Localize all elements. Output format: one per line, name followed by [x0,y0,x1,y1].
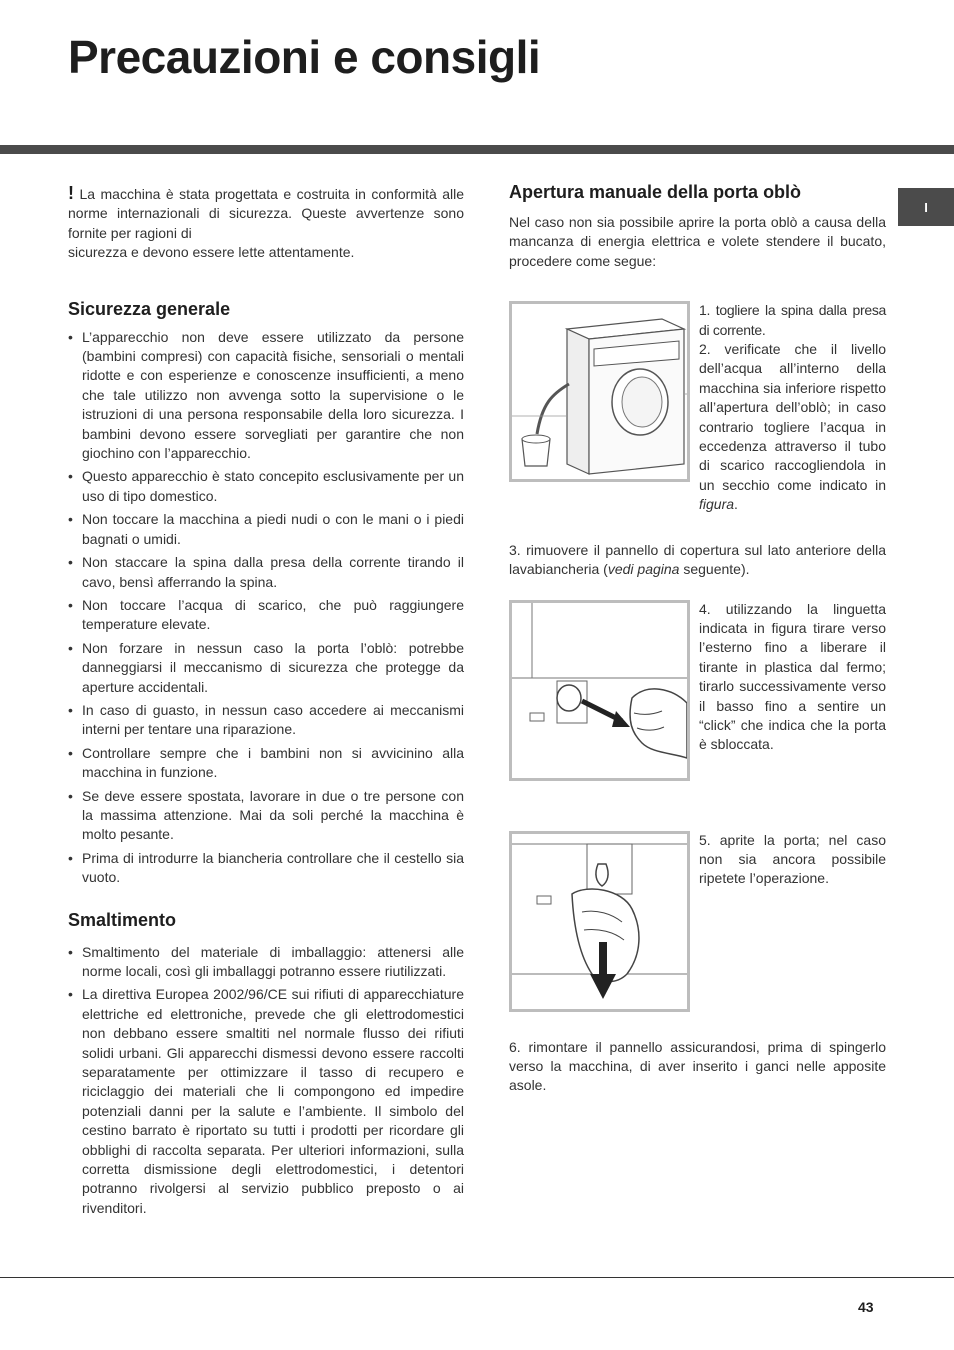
list-item: • La direttiva Europea 2002/96/CE sui rifiuti di apparecchiature elettriche ed elettroniche, prevede che gli elettrodomestici non debbano essere smaltiti nel normale flusso dei rifiuti solidi urbani. Gli apparecchi dismessi devono essere raccolti separatamente per ottimizzare il tasso di recupero e riciclaggio dei materiali che li compongono ed impedire potenziali danni per la salute e l’ambiente. Il simbolo del cestino barrato è riportato su tutti i prodotti per ricordare gli obblighi di raccolta separata. Per ulteriori informazioni, sulla corretta dismissione degli elettrodomestici, i detentori potranno rivolgersi al servizio pubblico preposto o ai rivenditori. [68,985,464,1218]
list-item: • Non toccare la macchina a piedi nudi o con le mani o i piedi bagnati o umidi. [68,510,464,549]
washing-machine-icon [512,304,687,479]
footer-divider [0,1277,954,1278]
list-item: • L’apparecchio non deve essere utilizzato da persone (bambini compresi) con capacità fisiche, sensoriali o mentali ridotte e con esperienze e conoscenze insufficienti, a meno che tale utilizzo non avvenga sotto la supervisione o le istruzioni di una persona responsabile della loro sicurezza. I bambini devono essere sorvegliati per garantire che non giochino con l’apparecchio. [68,328,464,464]
list-item: • Smaltimento del materiale di imballaggio: attenersi alle norme locali, così gli imballaggi potranno essere riutilizzati. [68,943,464,982]
step-5: 5. aprite la porta; nel caso non sia ancora possibile ripetete l’operazione. [699,831,886,887]
step-text-1-2 [699,301,886,514]
open-door-figure [509,831,690,1012]
list-item: • Non toccare l’acqua di scarico, che può raggiungere temperature elevate. [68,596,464,635]
language-tab: I [898,188,954,226]
list-item: • Controllare sempre che i bambini non si avvicinino alla macchina in funzione. [68,744,464,783]
heading-apertura: Apertura manuale della porta oblò [509,182,802,202]
heading-sicurezza: Sicurezza generale [68,298,231,319]
heading-smaltimento: Smaltimento [68,909,177,930]
step-4: 4. utilizzando la linguetta indicata in figura tirare verso l’esterno fino a liberare il tirante in plastica dal fermo; tirarlo successivamente verso il basso fino a sentire un “click” che indica che la porta è sbloccata. [699,600,886,753]
pull-tab-icon [512,603,687,778]
pull-tab-figure [509,600,690,781]
sicurezza-list [68,328,464,888]
list-item: • Prima di introdurre la biancheria controllare che il cestello sia vuoto. [68,849,464,888]
step-1: 1. togliere la spina dalla presa di corrente. [699,302,886,338]
step-2-end: . [734,496,738,513]
step-row-4 [509,600,886,781]
step-3-emphasis: vedi pagina [607,561,680,578]
step-row-1 [509,301,886,514]
step-2 [699,340,886,515]
step-3 [509,541,886,580]
left-column [68,184,464,1222]
page-title: Precauzioni e consigli [68,31,541,83]
step-3-text: 3. rimuovere il pannello di copertura sul lato anteriore della lavabiancheria ( [509,541,886,578]
warning-icon: ! [68,183,74,203]
step-text-5 [699,831,886,889]
list-item: • Questo apparecchio è stato concepito esclusivamente per un uso di tipo domestico. [68,467,464,506]
list-item: • Se deve essere spostata, lavorare in due o tre persone con la massima attenzione. Mai da soli perché la macchina è molto pesante. [68,787,464,845]
washing-machine-drain-figure [509,301,690,482]
intro-text-2: sicurezza e devono essere lette attentamente. [68,244,355,261]
step-3-end: seguente). [679,561,750,578]
step-2-emphasis: figura [699,496,735,513]
intro-warning [68,184,464,263]
step-6: 6. rimontare il pannello assicurandosi, prima di spingerlo verso la macchina, di aver inserito i ganci nelle apposite asole. [509,1038,886,1094]
right-column [509,182,886,1096]
step-2-text: 2. verificate che il livello dell’acqua all’interno della macchina sia inferiore rispetto all’apertura dell’oblò; in caso contrario togliere l’acqua in eccedenza attraverso il tubo di scarico raccogliendola in un secchio come indicato in [699,341,886,493]
list-item: • In caso di guasto, in nessun caso accedere ai meccanismi interni per tentare una riparazione. [68,701,464,740]
page-number: 43 [858,1299,874,1315]
list-item: • Non forzare in nessun caso la porta l’oblò: potrebbe danneggiarsi il meccanismo di sicurezza che protegge da aperture accidentali. [68,639,464,697]
list-item: • Non staccare la spina dalla presa della corrente tirando il cavo, bensì afferrando la spina. [68,553,464,592]
intro-text: La macchina è stata progettata e costruita in conformità alle norme internazionali di sicurezza. Queste avvertenze sono fornite per ragioni di [68,186,464,241]
step-row-5 [509,831,886,1012]
step-text-4 [699,600,886,755]
apertura-intro: Nel caso non sia possibile aprire la porta oblò a causa della mancanza di energia elettrica e volete stendere il bucato, procedere come segue: [509,214,886,269]
title-divider-bar [0,145,954,154]
smaltimento-list [68,943,464,1219]
pull-down-icon [512,834,687,1009]
